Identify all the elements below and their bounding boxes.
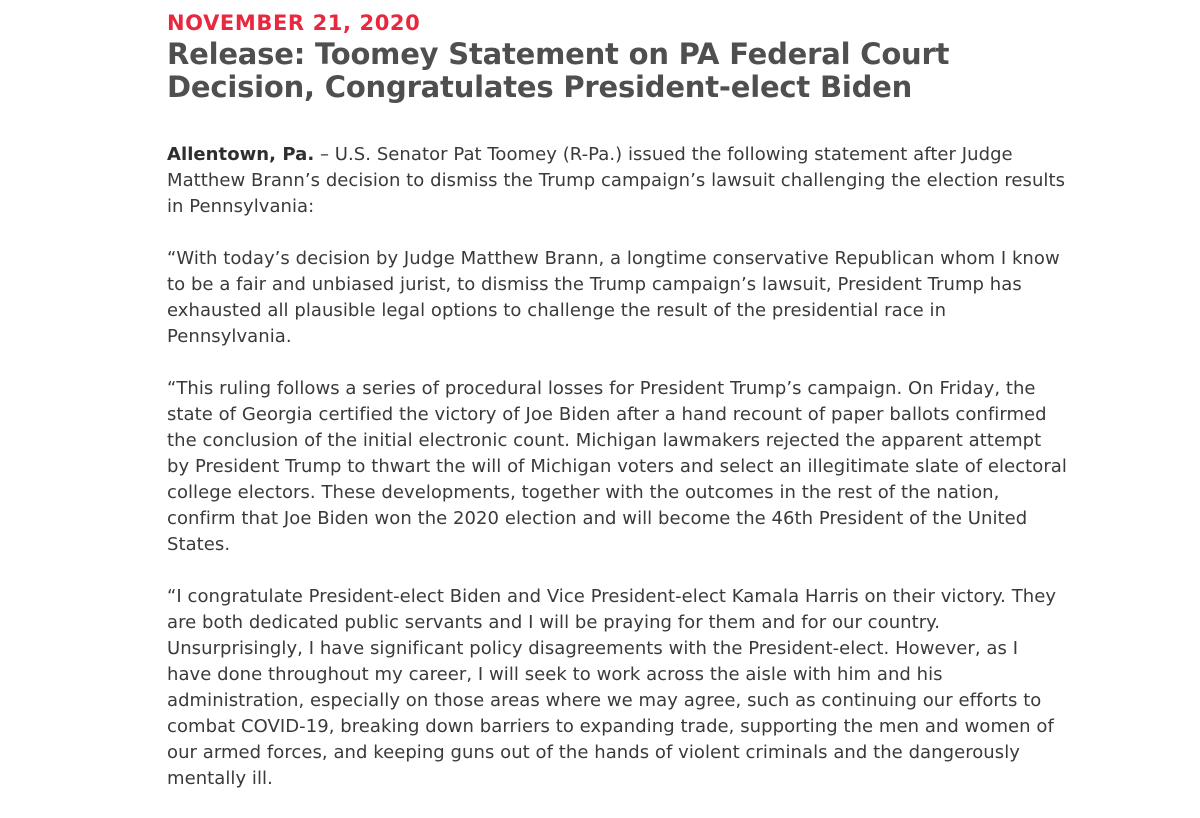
paragraph-1: “With today’s decision by Judge Matthew Brann, a longtime conservative Republican whom I know to be a fair and unbiased jurist, to dismiss the Trump campaign’s lawsuit, President Trump has exhausted all plausible legal options to challenge the result of the presidential race in Pennsylvania. xyxy=(167,248,1060,347)
release-title: Release: Toomey Statement on PA Federal Court Decision, Congratulates President-elect Biden xyxy=(167,37,950,104)
release-body xyxy=(167,142,1067,792)
lead-paragraph xyxy=(167,142,1067,220)
release-date: NOVEMBER 21, 2020 xyxy=(167,11,421,35)
paragraph-3: “I congratulate President-elect Biden and Vice President-elect Kamala Harris on their victory. They are both dedicated public servants and I will be praying for them and for our country. Unsurprisingly, I have significant policy disagreements with the President-elect. However, as I have done throughout my career, I will seek to work across the aisle with him and his administration, especially on those areas where we may agree, such as continuing our efforts to combat COVID-19, breaking down barriers to expanding trade, supporting the men and women of our armed forces, and keeping guns out of the hands of violent criminals and the dangerously mentally ill. xyxy=(167,586,1057,789)
dateline: Allentown, Pa. xyxy=(167,144,315,165)
press-release xyxy=(167,10,1067,818)
paragraph-2: “This ruling follows a series of procedural losses for President Trump’s campaign. On Friday, the state of Georgia certified the victory of Joe Biden after a hand recount of paper ballots confirmed the conclusion of the initial electronic count. Michigan lawmakers rejected the apparent attempt by President Trump to thwart the will of Michigan voters and select an illegitimate slate of electoral college electors. These developments, together with the outcomes in the rest of the nation, confirm that Joe Biden won the 2020 election and will become the 46th President of the United States. xyxy=(167,378,1067,555)
lead-text: – U.S. Senator Pat Toomey (R-Pa.) issued the following statement after Judge Matthew Brann’s decision to dismiss the Trump campaign’s lawsuit challenging the election results in Pennsylvania: xyxy=(167,144,1066,217)
